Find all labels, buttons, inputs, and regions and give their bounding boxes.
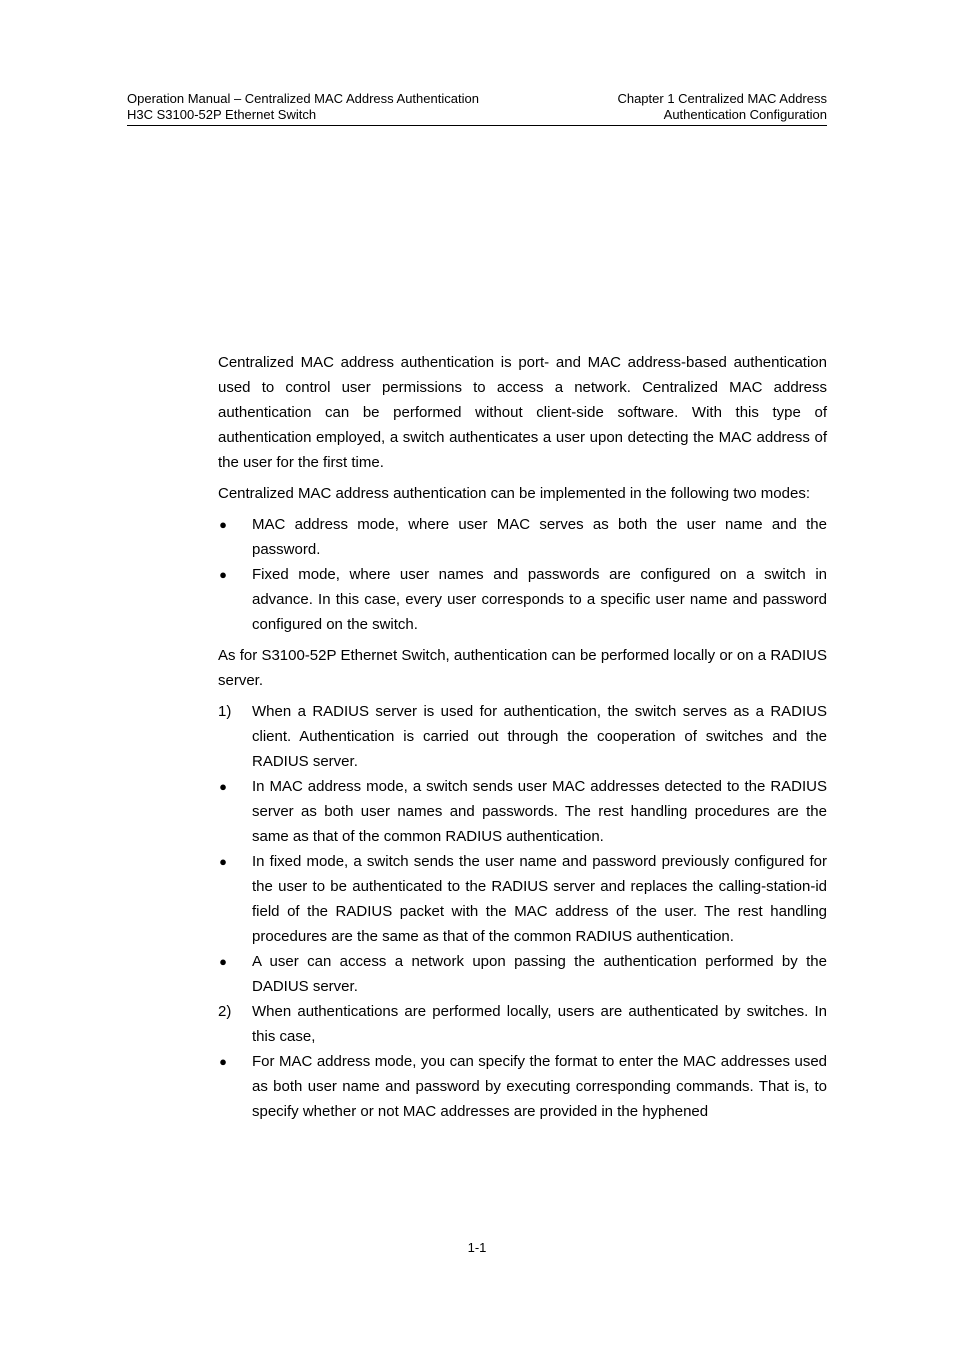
bullet-icon: ● <box>219 517 227 532</box>
list-item-text: A user can access a network upon passing the authentication performed by the DADIUS server. <box>252 953 827 995</box>
bullet-icon: ● <box>219 779 227 794</box>
header-chapter-title: Chapter 1 Centralized MAC Address <box>617 91 827 106</box>
numbered-item-text: When a RADIUS server is used for authentication, the switch serves as a RADIUS client. Authentication is carried out through the cooperation of switches and the RADIUS server. <box>252 703 827 770</box>
intro-paragraph: Centralized MAC address authentication is port- and MAC address-based authentication used to control user permissions to access a network. Centralized MAC address authentication can be performed without client-side software. With this type of authentication employed, a switch authenticates a user upon detecting the MAC address of the user for the first time. <box>218 354 827 471</box>
numbered-item-radius <box>218 699 827 774</box>
list-item <box>218 774 827 849</box>
modes-intro-paragraph: Centralized MAC address authentication can be implemented in the following two modes: <box>218 485 810 502</box>
header-manual-title: Operation Manual – Centralized MAC Address Authentication <box>127 91 479 106</box>
list-item <box>218 562 827 637</box>
list-item <box>218 849 827 949</box>
authentication-location-paragraph: As for S3100-52P Ethernet Switch, authentication can be performed locally or on a RADIUS server. <box>218 647 827 689</box>
list-item <box>218 512 827 562</box>
header-product-name: H3C S3100-52P Ethernet Switch <box>127 107 317 122</box>
document-body <box>218 350 827 1124</box>
numbered-item-text: When authentications are performed locally, users are authenticated by switches. In this case, <box>252 1003 827 1045</box>
list-item-text: In fixed mode, a switch sends the user name and password previously configured for the user to be authenticated to the RADIUS server and replaces the calling-station-id field of the RADIUS packet with the MAC address of the user. The rest handling procedures are the same as that of the common RADIUS authentication. <box>252 853 827 945</box>
item-number: 2) <box>218 1003 232 1020</box>
list-item <box>218 949 827 999</box>
page-number: 1-1 <box>467 1240 487 1255</box>
bullet-icon: ● <box>219 1054 227 1069</box>
header-right <box>617 91 827 123</box>
bullet-icon: ● <box>219 854 227 869</box>
list-item <box>218 1049 827 1124</box>
running-header <box>127 91 827 126</box>
list-item-text: MAC address mode, where user MAC serves as both the user name and the password. <box>252 516 827 558</box>
header-left <box>127 91 479 123</box>
list-item-text: For MAC address mode, you can specify the format to enter the MAC addresses used as both user name and password by executing corresponding commands. That is, to specify whether or not MAC addresses are provided in the hyphened <box>252 1053 827 1120</box>
numbered-item-local <box>218 999 827 1049</box>
item-number: 1) <box>218 703 232 720</box>
header-chapter-subtitle: Authentication Configuration <box>663 107 827 122</box>
list-item-text: Fixed mode, where user names and passwords are configured on a switch in advance. In this case, every user corresponds to a specific user name and password configured on the switch. <box>252 566 827 633</box>
list-item-text: In MAC address mode, a switch sends user MAC addresses detected to the RADIUS server as both user names and passwords. The rest handling procedures are the same as that of the common RADIUS authentication. <box>252 778 827 845</box>
bullet-icon: ● <box>219 954 227 969</box>
bullet-icon: ● <box>219 567 227 582</box>
